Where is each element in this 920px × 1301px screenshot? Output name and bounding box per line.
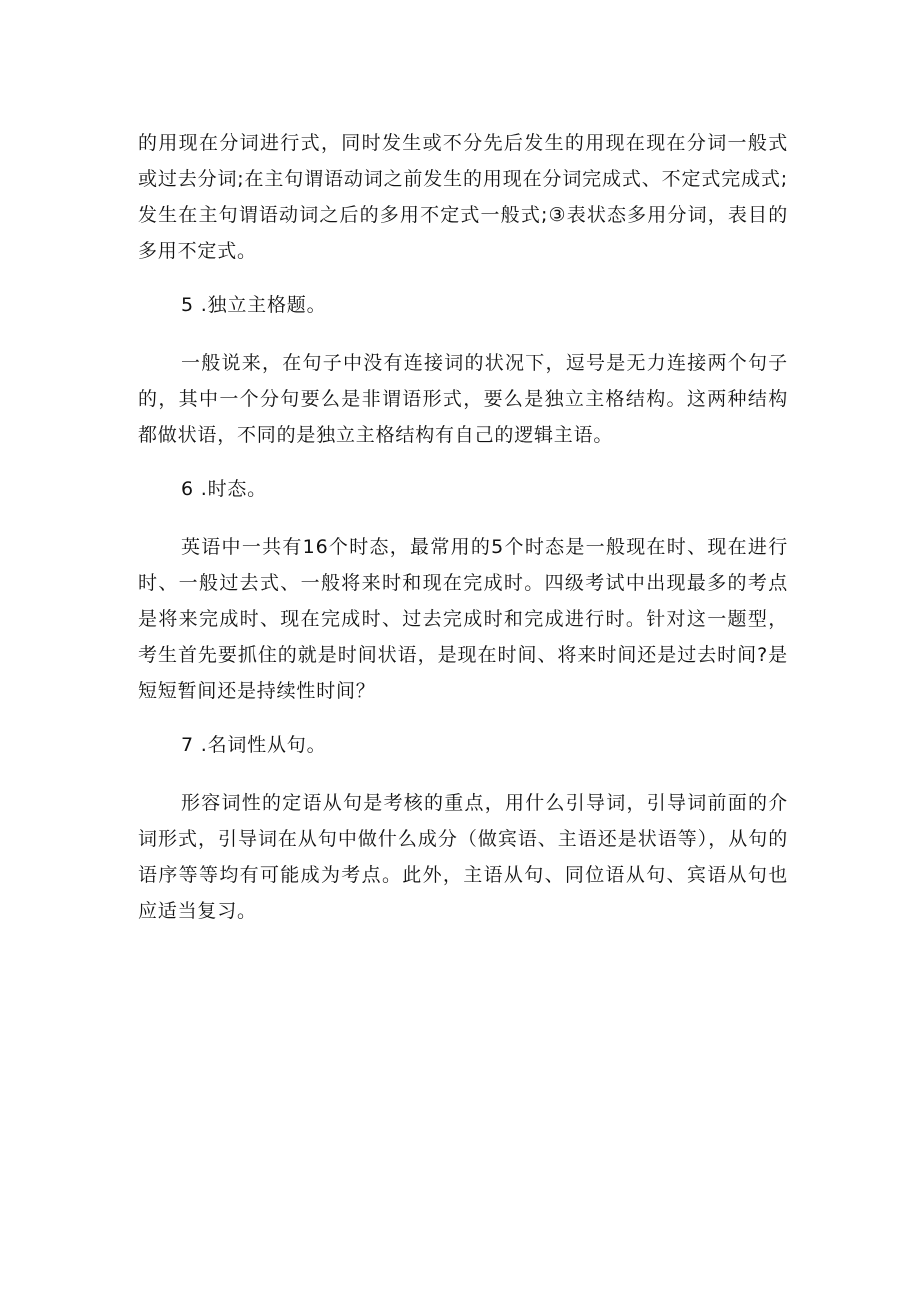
section-heading-6: 6 .时态。 [181, 478, 267, 500]
paragraph-noun-clause: 形容词性的定语从句是考核的重点，用什么引导词，引导词前面的介词形式，引导词在从句中做什么成分（做宾语、主语还是状语等），从句的语序等等均有可能成为考点。此外，主语从句、同位语从句、宾语从句也应适当复习。 [138, 792, 788, 922]
paragraph-absolute-construction: 一般说来，在句子中没有连接词的状况下，逗号是无力连接两个句子的，其中一个分句要么是非谓语形式，要么是独立主格结构。这两种结构都做状语，不同的是独立主格结构有自己的逻辑主语。 [138, 352, 788, 446]
document-body [138, 125, 788, 929]
paragraph-tense: 英语中一共有16个时态，最常用的5个时态是一般现在时、现在进行时、一般过去式、一般将来时和现在完成时。四级考试中出现最多的考点是将来完成时、现在完成时、过去完成时和完成进行时。针对这一题型，考生首先要抓住的就是时间状语，是现在时间、将来时间还是过去时间?是短短暂间还是持续性时间？ [138, 536, 788, 702]
section-heading-7: 7 .名词性从句。 [181, 734, 327, 756]
paragraph-participle-tense: 的用现在分词进行式，同时发生或不分先后发生的用现在现在分词一般式或过去分词;在主句谓语动词之前发生的用现在分词完成式、不定式完成式;发生在主句谓语动词之后的多用不定式一般式;③表状态多用分词，表目的多用不定式。 [138, 132, 788, 262]
section-heading-5: 5 .独立主格题。 [181, 294, 327, 316]
